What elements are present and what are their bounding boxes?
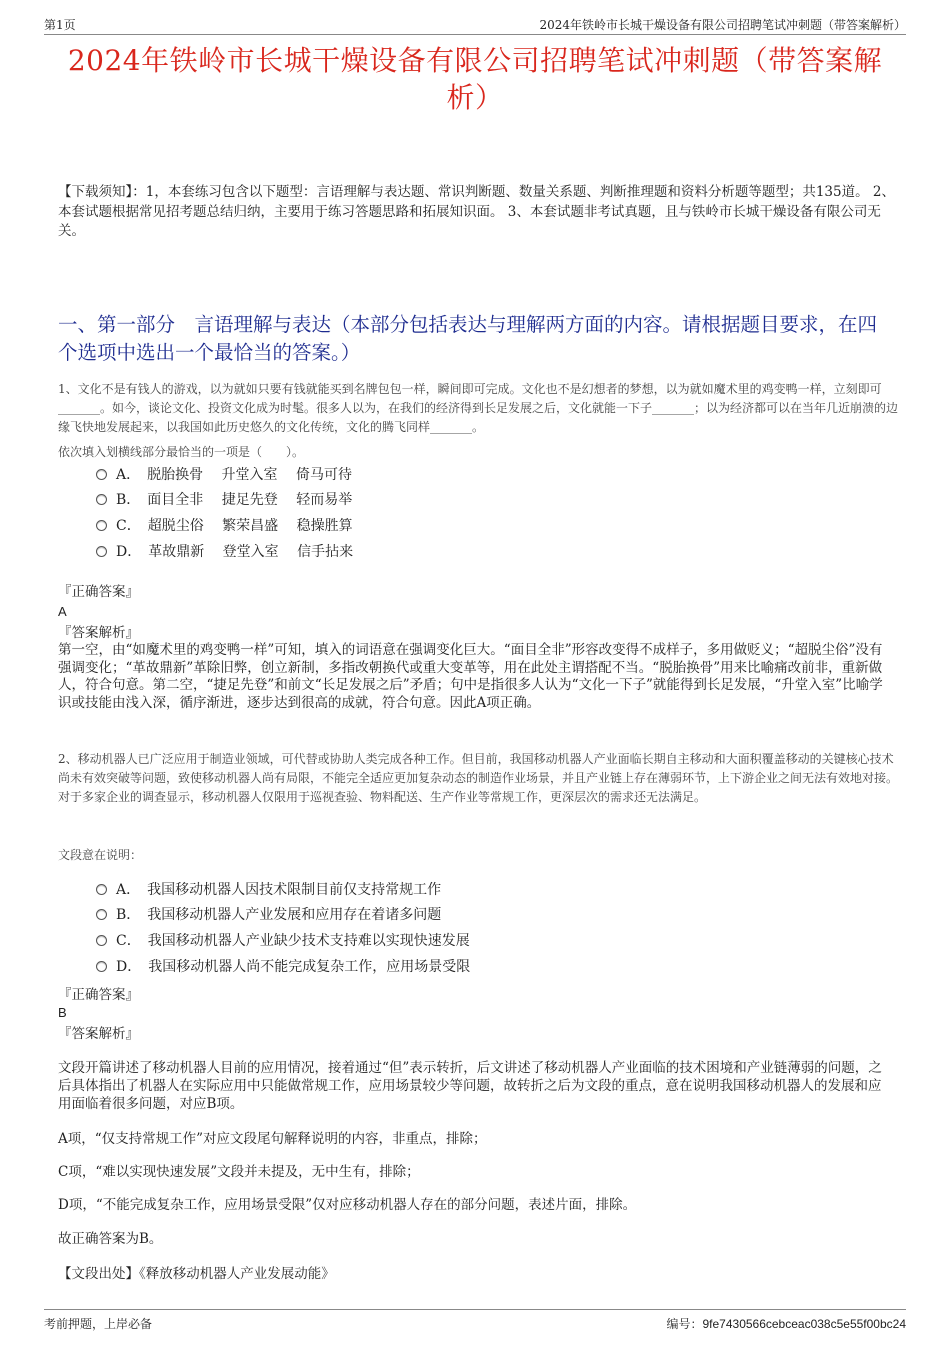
document-title: 2024年铁岭市长城干燥设备有限公司招聘笔试冲刺题（带答案解析） [67, 44, 883, 114]
radio-icon[interactable] [96, 909, 107, 920]
radio-icon[interactable] [96, 494, 107, 505]
question-1-stem: 1、文化不是有钱人的游戏，以为就如只要有钱就能买到名牌包包一样，瞬间即可完成。文化也不是幻想者的梦想，以为就如魔术里的鸡变鸭一样，立刻即可_______。如今，谈论文化、投资文化成为时髦。很多人以为，在我们的经济得到长足发展之后，文化就能一下子_______；以为经济都可以在当年几近崩溃的边缘飞快地发展起来，以我国如此历史悠久的文化传统，文化的腾飞同样_______。 [58, 382, 899, 434]
radio-icon[interactable] [96, 961, 107, 972]
page-footer [44, 1309, 906, 1334]
question-2-source: 【文段出处】《释放移动机器人产业发展动能》 [58, 1266, 335, 1282]
question-2-option-a-note: A项，“仅支持常规工作”对应文段尾句解释说明的内容，非重点，排除； [58, 1131, 487, 1147]
footer-code-value: 9fe7430566cebceac038c5e55f00bc24 [702, 1317, 906, 1331]
question-2-option-d-note: D项，“不能完成复杂工作，应用场景受限”仅对应移动机器人存在的部分问题，表述片面，排除。 [58, 1197, 637, 1213]
question-2-answer: B [58, 1005, 67, 1020]
question-1-answer-label: 『正确答案』 [58, 584, 139, 600]
radio-icon[interactable] [96, 884, 107, 895]
question-1-option-d[interactable]: D． 革故鼎新 登堂入室 信手拈来 [96, 542, 353, 562]
header-doc-title: 2024年铁岭市长城干燥设备有限公司招聘笔试冲刺题（带答案解析） [539, 18, 906, 32]
question-1-answer: A [58, 604, 67, 619]
radio-icon[interactable] [96, 935, 107, 946]
footer-slogan: 考前押题，上岸必备 [44, 1317, 153, 1331]
radio-icon[interactable] [96, 546, 107, 557]
radio-icon[interactable] [96, 469, 107, 480]
question-1-option-a[interactable]: A． 脱胎换骨 升堂入室 倚马可待 [96, 465, 352, 485]
footer-code [666, 1315, 906, 1332]
question-2-analysis: 文段开篇讲述了移动机器人目前的应用情况，接着通过“但”表示转折，后文讲述了移动机器人产业面临的技术困境和产业链薄弱的问题，之后具体指出了机器人在实际应用中只能做常规工作，应用场景较少等问题，故转折之后为文段的重点，意在说明我国移动机器人的发展和应用面临着很多问题，对应B项。 [58, 1060, 882, 1112]
footer-code-label: 编号： [666, 1317, 703, 1331]
page-number: 第1页 [44, 18, 76, 32]
question-1-option-c[interactable]: C． 超脱尘俗 繁荣昌盛 稳操胜算 [96, 516, 353, 536]
question-2-prompt: 文段意在说明： [58, 848, 143, 862]
question-1-analysis-label: 『答案解析』 [58, 625, 139, 641]
download-notice: 【下载须知】：1，本套练习包含以下题型：言语理解与表达题、常识判断题、数量关系题、判断推理题和资料分析题等题型；共135道。 2、本套试题根据常见招考题总结归纳，主要用于练习答题思路和拓展知识面。 3、本套试题非考试真题，且与铁岭市长城干燥设备有限公司无关。 [58, 184, 895, 239]
question-2-stem: 2、移动机器人已广泛应用于制造业领域，可代替或协助人类完成各种工作。但目前，我国移动机器人产业面临长期自主移动和大面积覆盖移动的关键核心技术尚未有效突破等问题，致使移动机器人尚有局限，不能完全适应更加复杂动态的制造作业场景，并且产业链上存在薄弱环节，上下游企业之间无法有效地对接。对于多家企业的调查显示，移动机器人仅限用于巡视查验、物料配送、生产作业等常规工作，更深层次的需求还无法满足。 [58, 752, 899, 804]
page-header [44, 14, 906, 35]
question-2-conclusion: 故正确答案为B。 [58, 1231, 163, 1247]
question-2-answer-label: 『正确答案』 [58, 987, 139, 1003]
question-2-option-c-note: C项，“难以实现快速发展”文段并未提及，无中生有，排除； [58, 1164, 420, 1180]
question-1-prompt: 依次填入划横线部分最恰当的一项是（ ）。 [58, 445, 305, 459]
question-2-option-d[interactable]: D． 我国移动机器人尚不能完成复杂工作，应用场景受限 [96, 957, 470, 977]
section-heading: 一、第一部分 言语理解与表达（本部分包括表达与理解两方面的内容。请根据题目要求，在四个选项中选出一个最恰当的答案。） [58, 313, 878, 364]
question-1-analysis: 第一空，由“如魔术里的鸡变鸭一样”可知，填入的词语意在强调变化巨大。“面目全非”形容改变得不成样子，多用做贬义；“超脱尘俗”没有强调变化；“革故鼎新”革除旧弊，创立新制，多指改朝换代或重大变革等，用在此处主谓搭配不当。“脱胎换骨”用来比喻痛改前非，重新做人，符合句意。第二空，“捷足先登”和前文“长足发展之后”矛盾；句中是指很多人认为“文化一下子”就能得到长足发展，“升堂入室”比喻学识或技能由浅入深，循序渐进，逐步达到很高的成就，符合句意。因此A项正确。 [58, 642, 883, 711]
question-2-option-a[interactable]: A． 我国移动机器人因技术限制目前仅支持常规工作 [96, 880, 441, 900]
question-1-option-b[interactable]: B． 面目全非 捷足先登 轻而易举 [96, 490, 352, 510]
radio-icon[interactable] [96, 520, 107, 531]
question-2-option-c[interactable]: C． 我国移动机器人产业缺少技术支持难以实现快速发展 [96, 931, 470, 951]
question-2-analysis-label: 『答案解析』 [58, 1026, 139, 1042]
question-2-option-b[interactable]: B． 我国移动机器人产业发展和应用存在着诸多问题 [96, 905, 441, 925]
